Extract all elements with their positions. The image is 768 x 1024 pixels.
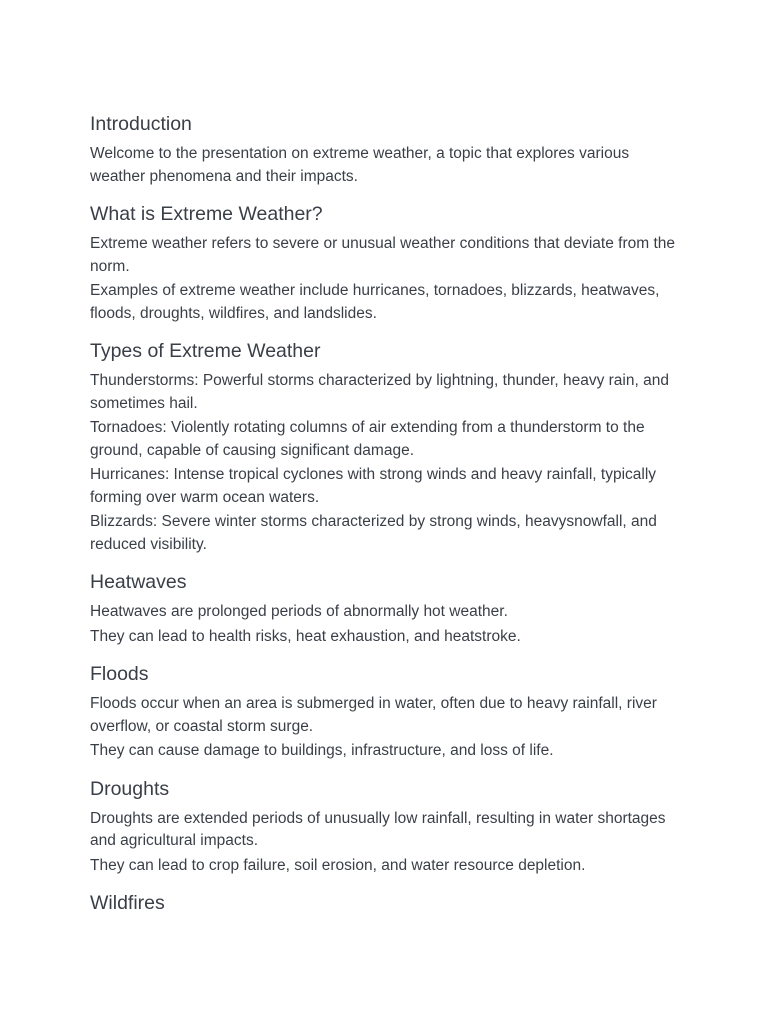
section-title: Floods [90, 663, 149, 685]
section-types-of-extreme-weather [90, 337, 678, 556]
section-what-is-extreme-weather [90, 200, 678, 325]
section-title: Introduction [90, 113, 192, 135]
section-title: Wildfires [90, 892, 165, 914]
paragraph: Blizzards: Severe winter storms characterized by strong winds, heavysnowfall, and reduced visibility. [90, 513, 657, 553]
paragraph: Floods occur when an area is submerged in water, often due to heavy rainfall, river overflow, or coastal storm surge. [90, 695, 657, 735]
section-introduction [90, 110, 678, 188]
paragraph: They can lead to crop failure, soil erosion, and water resource depletion. [90, 856, 586, 874]
paragraph: They can lead to health risks, heat exhaustion, and heatstroke. [90, 627, 521, 645]
paragraph: Droughts are extended periods of unusually low rainfall, resulting in water shortages and agricultural impacts. [90, 809, 666, 849]
paragraph: Heatwaves are prolonged periods of abnormally hot weather. [90, 603, 508, 620]
paragraph: Extreme weather refers to severe or unusual weather conditions that deviate from the norm. [90, 235, 675, 275]
paragraph: They can cause damage to buildings, infrastructure, and loss of life. [90, 742, 554, 759]
paragraph: Tornadoes: Violently rotating columns of air extending from a thunderstorm to the ground, capable of causing significant damage. [90, 419, 645, 459]
section-title: What is Extreme Weather? [90, 203, 323, 225]
section-heatwaves [90, 568, 678, 648]
paragraph: Hurricanes: Intense tropical cyclones with strong winds and heavy rainfall, typically forming over warm ocean waters. [90, 466, 657, 506]
paragraph: Examples of extreme weather include hurricanes, tornadoes, blizzards, heatwaves, floods, droughts, wildfires, and landslides. [90, 282, 660, 322]
section-title: Heatwaves [90, 571, 187, 593]
section-wildfires [90, 889, 678, 917]
paragraph: Welcome to the presentation on extreme weather, a topic that explores various weather phenomena and their impacts. [90, 145, 630, 185]
section-droughts [90, 775, 678, 878]
section-floods [90, 660, 678, 763]
section-title: Types of Extreme Weather [90, 340, 321, 362]
paragraph: Thunderstorms: Powerful storms characterized by lightning, thunder, heavy rain, and sometimes hail. [90, 372, 669, 412]
section-title: Droughts [90, 777, 170, 800]
